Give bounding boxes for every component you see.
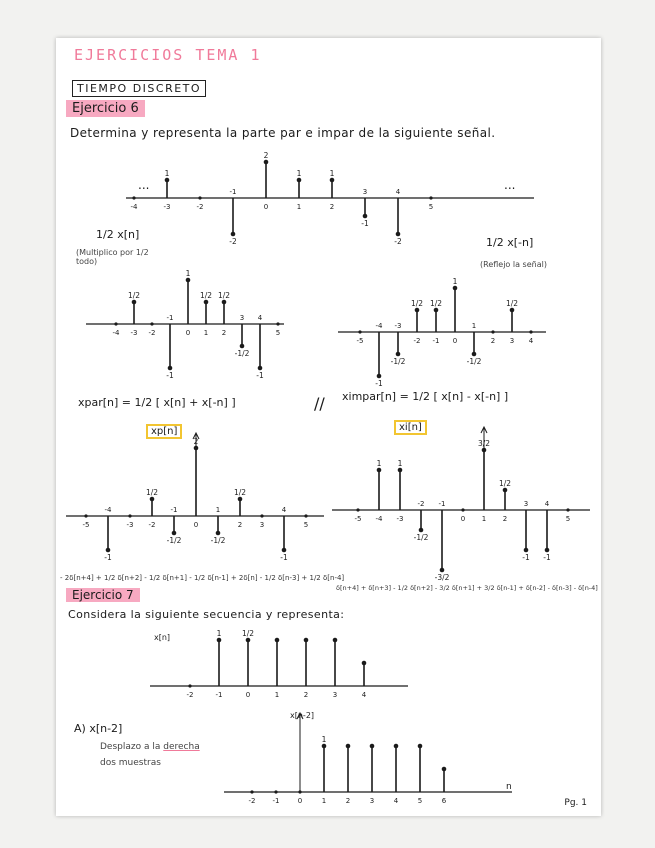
stem-dot	[258, 366, 263, 371]
stem-dot	[264, 160, 269, 165]
stem-dot	[217, 638, 222, 643]
tick-label: -4	[130, 203, 138, 211]
value-label: 1	[216, 629, 222, 638]
tick-label: 3	[369, 797, 375, 805]
tick-label: 2	[303, 691, 309, 699]
tick-label: 6	[441, 797, 447, 805]
exercise-6-statement: Determina y representa la parte par e impar de la siguiente señal.	[70, 126, 496, 140]
part-a-note-2: dos muestras	[100, 758, 161, 768]
stem-dot	[503, 488, 508, 493]
half-x-minus-n-title: 1/2 x[-n]	[486, 236, 534, 249]
value-label: -1	[256, 371, 264, 380]
tick-label: 0	[245, 691, 251, 699]
tick-label: -4	[112, 329, 120, 337]
tick-label: 2	[237, 521, 243, 529]
stem-dot	[304, 638, 309, 643]
value-label: 1	[164, 169, 170, 178]
formula-even: xpar[n] = 1/2 [ x[n] + x[-n] ]	[78, 396, 236, 409]
value-label: -3/2	[434, 573, 450, 582]
stem-dot	[398, 468, 403, 473]
value-label: 1/2	[199, 291, 213, 300]
tick-label: 5	[417, 797, 423, 805]
tick-label: -2	[148, 329, 156, 337]
zero-dot	[198, 196, 201, 199]
value-label: 1/2	[127, 291, 141, 300]
plot-x-n-minus-2	[224, 710, 514, 810]
ellipsis-left: ...	[138, 178, 150, 192]
tick-label: 5	[275, 329, 281, 337]
stem-dot	[165, 178, 170, 183]
tick-label: -5	[356, 337, 364, 345]
tick-label: 5	[565, 515, 571, 523]
stem-dot	[282, 548, 287, 553]
stem-dot	[222, 300, 227, 305]
tick-label: 0	[193, 521, 199, 529]
value-label: 1	[452, 277, 458, 286]
tick-label: -2	[186, 691, 194, 699]
stem-dot	[418, 744, 423, 749]
value-label: 2	[263, 151, 269, 160]
value-label: -1	[104, 553, 112, 562]
page-title: EJERCICIOS TEMA 1	[74, 46, 262, 64]
tick-label: 4	[281, 506, 287, 514]
zero-dot	[274, 790, 277, 793]
value-label: 1	[321, 735, 327, 744]
value-label: 1/2	[410, 299, 424, 308]
value-label: 1	[185, 269, 191, 278]
tick-label: -5	[354, 515, 362, 523]
tick-label: 2	[221, 329, 227, 337]
tick-label: 4	[395, 188, 401, 196]
stem-dot	[419, 528, 424, 533]
zero-dot	[132, 196, 135, 199]
stem-dot	[396, 352, 401, 357]
stem-dot	[377, 374, 382, 379]
exercise-7-statement: Considera la siguiente secuencia y representa:	[68, 608, 345, 621]
tick-label: 1	[481, 515, 487, 523]
zero-dot	[356, 508, 359, 511]
value-label: 1/2	[241, 629, 255, 638]
tick-label: -4	[375, 515, 383, 523]
half-x-n-title: 1/2 x[n]	[96, 228, 140, 241]
tick-label: 1	[296, 203, 302, 211]
tick-label: -3	[394, 322, 402, 330]
zero-dot	[566, 508, 569, 511]
tick-label: -1	[215, 691, 223, 699]
tick-label: -3	[126, 521, 134, 529]
stem-dot	[434, 308, 439, 313]
tick-label: 3	[259, 521, 265, 529]
tick-label: -2	[248, 797, 256, 805]
zero-dot	[250, 790, 253, 793]
value-label: -1/2	[390, 357, 406, 366]
value-label: 1/2	[233, 488, 247, 497]
value-label: -1/2	[466, 357, 482, 366]
tick-label: 2	[345, 797, 351, 805]
stem-dot	[172, 531, 177, 536]
section-subtitle: TIEMPO DISCRETO	[72, 80, 206, 97]
tick-label: -3	[130, 329, 138, 337]
part-a-note-prefix: Desplazo a la	[100, 742, 161, 752]
value-label: 3/2	[477, 439, 491, 448]
tick-label: 3	[332, 691, 338, 699]
odd-part-expression: δ[n+4] + δ[n+3] - 1/2 δ[n+2] - 3/2 δ[n+1] + 3/2 δ[n-1] + δ[n-2] - δ[n-3] - δ[n-4]	[336, 584, 598, 592]
tick-label: -4	[375, 322, 383, 330]
half-x-n-note: (Multiplico por 1/2 todo)	[76, 248, 149, 266]
tick-label: 4	[528, 337, 534, 345]
tick-label: -5	[82, 521, 90, 529]
zero-dot	[429, 196, 432, 199]
stem-dot	[231, 232, 236, 237]
stem-dot	[330, 178, 335, 183]
tick-label: -1	[229, 188, 237, 196]
stem-dot	[106, 548, 111, 553]
value-label: -2	[229, 237, 237, 246]
stem-dot	[297, 178, 302, 183]
value-label: -1/2	[413, 533, 429, 542]
stem-dot	[168, 366, 173, 371]
tick-label: 4	[544, 500, 550, 508]
stem-dot	[472, 352, 477, 357]
stem-dot	[453, 286, 458, 291]
value-label: -1	[543, 553, 551, 562]
zero-dot	[304, 514, 307, 517]
value-label: -1/2	[210, 536, 226, 545]
value-label: -1	[375, 379, 383, 388]
zero-dot	[128, 514, 131, 517]
tick-label: 4	[361, 691, 367, 699]
stem-dot	[216, 531, 221, 536]
stem-dot	[362, 661, 367, 666]
even-part-expression: - 2δ[n+4] + 1/2 δ[n+2] - 1/2 δ[n+1] - 1/2 δ[n-1] + 2δ[n] - 1/2 δ[n-3] + 1/2 δ[n-4]	[60, 574, 345, 582]
stem-dot	[545, 548, 550, 553]
tick-label: 0	[452, 337, 458, 345]
tick-label: -1	[272, 797, 280, 805]
value-label: -1	[166, 371, 174, 380]
notebook-page	[56, 38, 601, 816]
stem-dot	[150, 497, 155, 502]
exercise-6-label: Ejercicio 6	[66, 100, 145, 117]
tick-label: 4	[257, 314, 263, 322]
plot-title: x[n]	[154, 633, 171, 642]
stem-dot	[394, 744, 399, 749]
value-label: 1	[329, 169, 335, 178]
part-a-note-1	[100, 742, 200, 752]
tick-label: -1	[438, 500, 446, 508]
tick-label: 5	[428, 203, 434, 211]
zero-dot	[461, 508, 464, 511]
tick-label: 3	[239, 314, 245, 322]
stem-dot	[204, 300, 209, 305]
tick-label: -2	[417, 500, 425, 508]
value-label: 2	[193, 437, 199, 446]
value-label: 1	[296, 169, 302, 178]
stem-dot	[346, 744, 351, 749]
tick-label: -1	[166, 314, 174, 322]
value-label: -1	[280, 553, 288, 562]
stem-dot	[510, 308, 515, 313]
stem-dot	[363, 214, 368, 219]
tick-label: -1	[170, 506, 178, 514]
stem-dot	[186, 278, 191, 283]
stem-dot	[442, 767, 447, 772]
stem-dot	[415, 308, 420, 313]
tick-label: 3	[523, 500, 529, 508]
stem-dot	[322, 744, 327, 749]
value-label: -1/2	[234, 349, 250, 358]
stem-dot	[377, 468, 382, 473]
half-x-minus-n-note: (Reflejo la señal)	[480, 260, 547, 269]
value-label: 1/2	[217, 291, 231, 300]
value-label: -1	[522, 553, 530, 562]
plot-half-x-minus-n	[338, 246, 548, 386]
zero-dot	[188, 684, 191, 687]
plot-half-x-n	[86, 238, 286, 378]
stem-dot	[240, 344, 245, 349]
odd-part-label: xi[n]	[394, 420, 427, 435]
part-a-label: A) x[n-2]	[74, 722, 123, 735]
value-label: -1	[361, 219, 369, 228]
zero-dot	[84, 514, 87, 517]
tick-label: -2	[413, 337, 421, 345]
zero-dot	[276, 322, 279, 325]
plot-odd-part	[332, 424, 592, 580]
zero-dot	[529, 330, 532, 333]
tick-label: 0	[460, 515, 466, 523]
stem-dot	[132, 300, 137, 305]
tick-label: 3	[509, 337, 515, 345]
stem-dot	[333, 638, 338, 643]
value-label: 1/2	[429, 299, 443, 308]
tick-label: 2	[490, 337, 496, 345]
zero-dot	[150, 322, 153, 325]
tick-label: -4	[104, 506, 112, 514]
part-a-note-direction: derecha	[163, 742, 200, 752]
value-label: 1/2	[505, 299, 519, 308]
tick-label: 1	[471, 322, 477, 330]
x-axis-label: n	[506, 782, 512, 792]
stem-dot	[524, 548, 529, 553]
formula-separator: //	[314, 394, 325, 413]
tick-label: 4	[393, 797, 399, 805]
tick-label: 0	[297, 797, 303, 805]
value-label: 1	[376, 459, 382, 468]
even-part-label: xp[n]	[146, 424, 182, 439]
tick-label: 0	[185, 329, 191, 337]
stem-dot	[396, 232, 401, 237]
zero-dot	[260, 514, 263, 517]
value-label: -2	[394, 237, 402, 246]
plot-title: x[n-2]	[290, 711, 315, 720]
tick-label: -3	[396, 515, 404, 523]
exercise-7-label: Ejercicio 7	[66, 588, 140, 602]
tick-label: -3	[163, 203, 171, 211]
zero-dot	[358, 330, 361, 333]
stem-dot	[238, 497, 243, 502]
stem-dot	[275, 638, 280, 643]
formula-odd: ximpar[n] = 1/2 [ x[n] - x[-n] ]	[342, 390, 509, 403]
plot-ex7-x-n	[150, 620, 410, 700]
stem-dot	[370, 744, 375, 749]
stem-dot	[440, 568, 445, 573]
plot-even-part	[66, 430, 326, 580]
tick-label: 1	[274, 691, 280, 699]
tick-label: -2	[148, 521, 156, 529]
tick-label: 1	[321, 797, 327, 805]
tick-label: 2	[502, 515, 508, 523]
tick-label: 2	[329, 203, 335, 211]
tick-label: 0	[263, 203, 269, 211]
value-label: 1/2	[498, 479, 512, 488]
zero-dot	[114, 322, 117, 325]
page-number: Pg. 1	[564, 798, 587, 808]
value-label: -1/2	[166, 536, 182, 545]
tick-label: -1	[432, 337, 440, 345]
tick-label: -2	[196, 203, 204, 211]
zero-dot	[491, 330, 494, 333]
value-label: 1/2	[145, 488, 159, 497]
tick-label: 1	[203, 329, 209, 337]
tick-label: 5	[303, 521, 309, 529]
stem-dot	[246, 638, 251, 643]
value-label: 1	[397, 459, 403, 468]
ellipsis-right: ...	[504, 178, 516, 192]
tick-label: 3	[362, 188, 368, 196]
tick-label: 1	[215, 506, 221, 514]
